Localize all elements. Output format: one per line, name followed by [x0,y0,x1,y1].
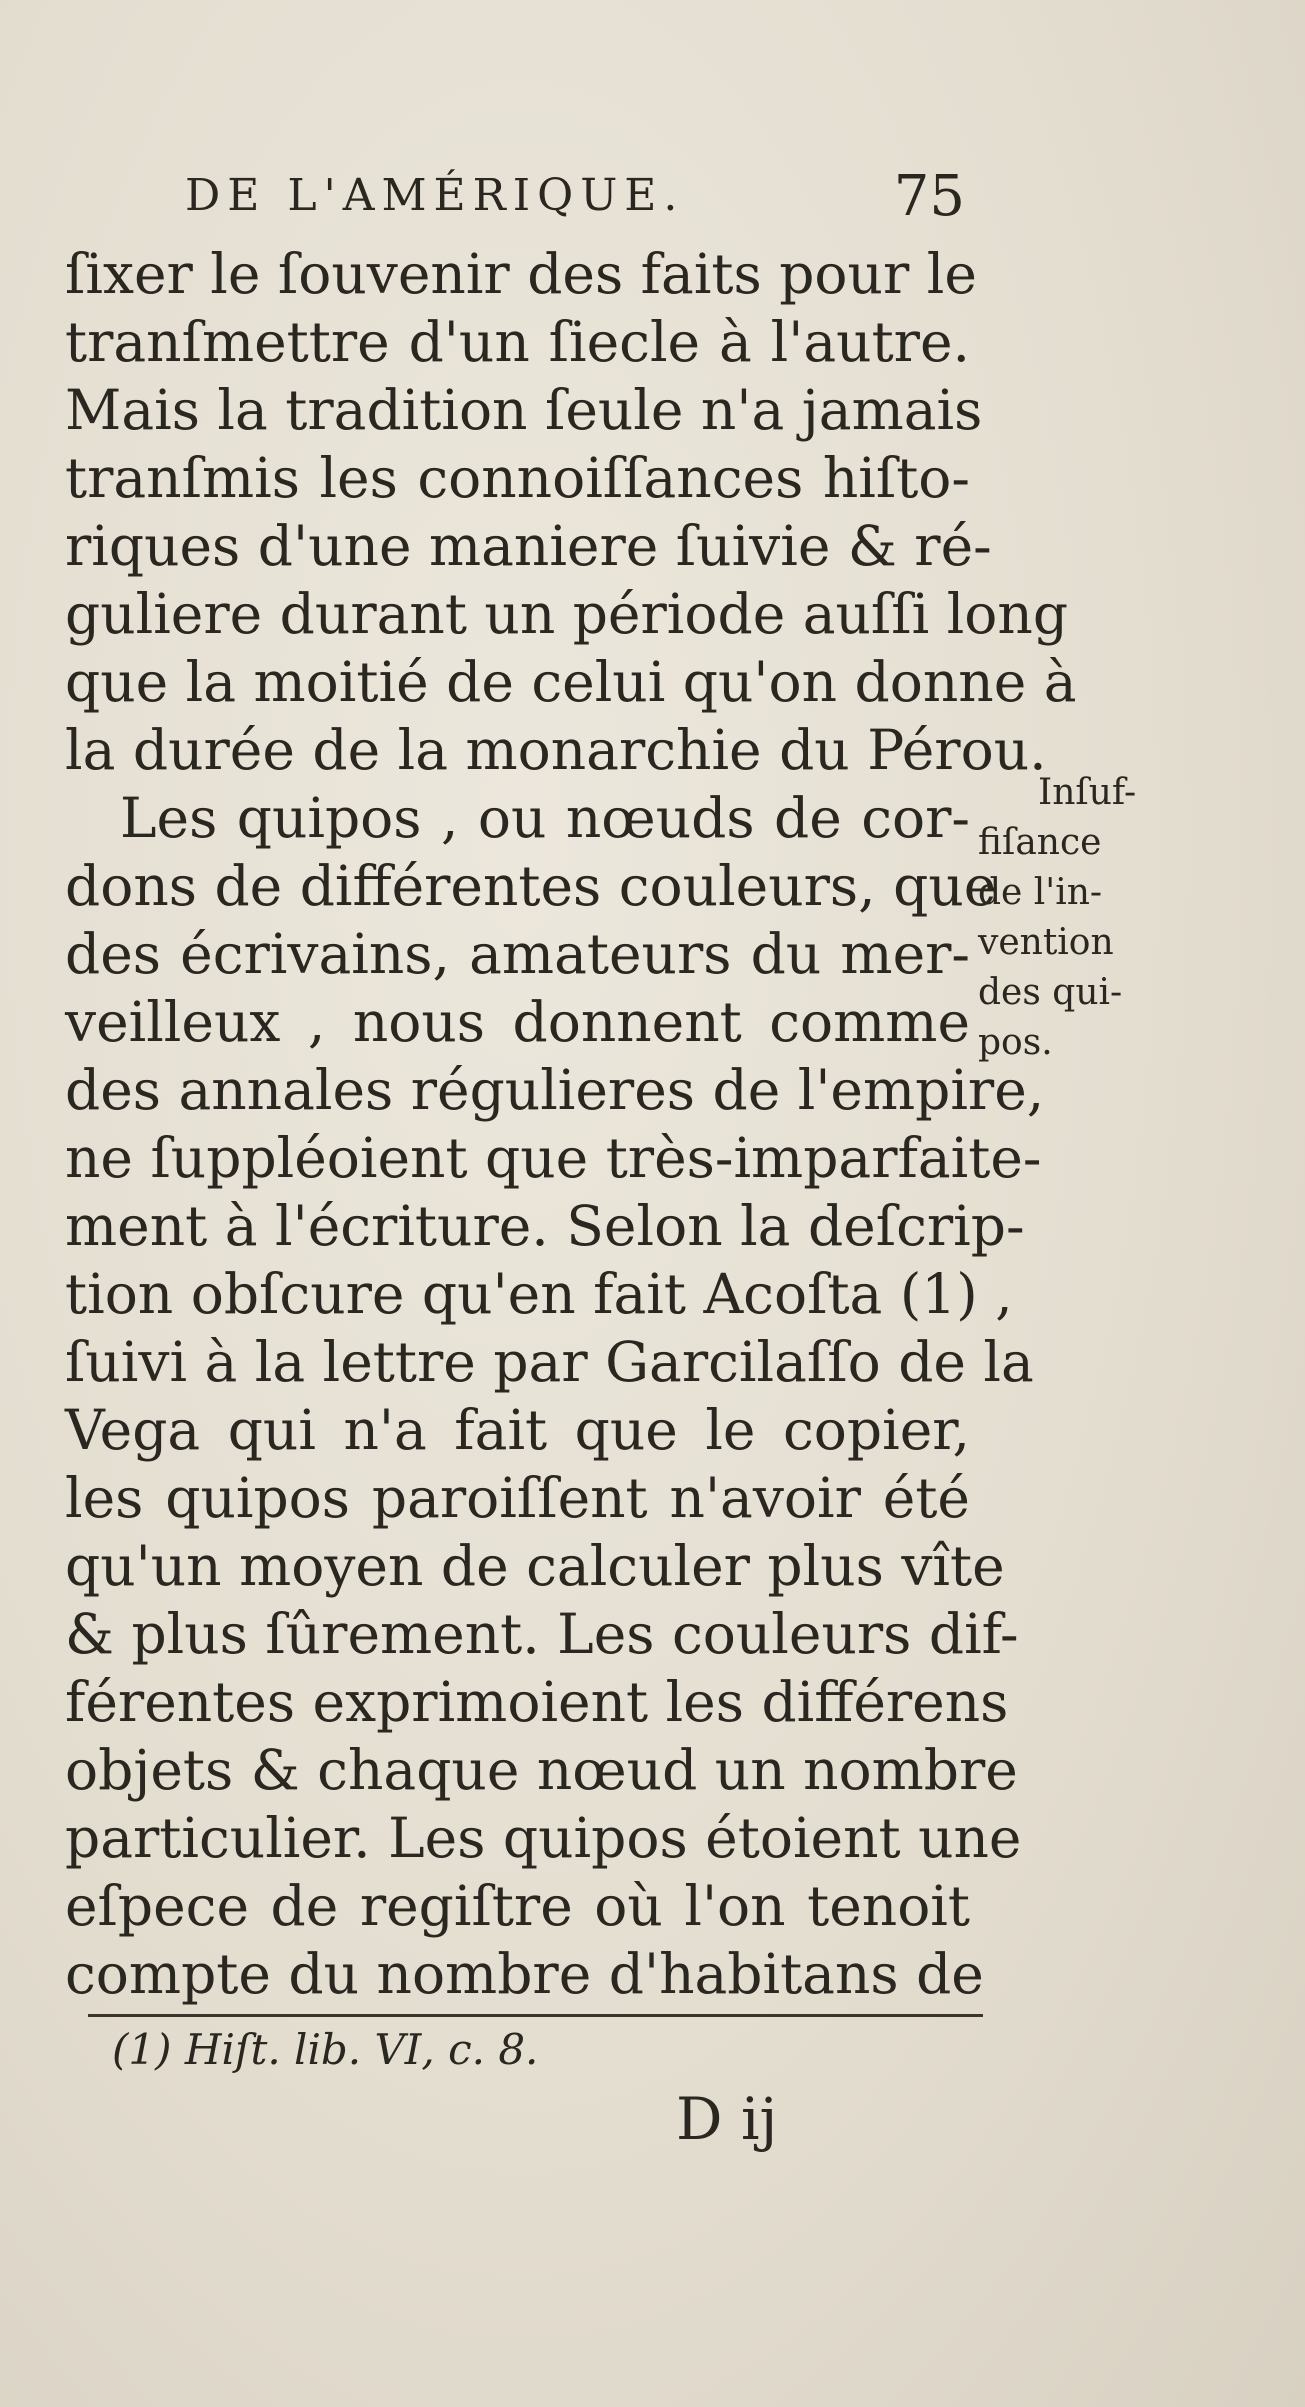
margin-note-line: pos. [978,1022,1053,1063]
margin-note-line: des qui- [978,972,1123,1013]
text-line: objets & chaque nœud un nombre [65,1738,1018,1802]
text-line: eſpece de regiſtre où l'on tenoit [65,1874,970,1938]
text-line: ſixer le ſouvenir des faits pour le [65,242,977,306]
text-line: tranſmis les connoiſſances hiſto- [65,446,970,510]
margin-note-line: Inſuf- [1038,772,1137,813]
footnote-rule [88,2014,983,2017]
margin-note-line: fiſance [978,822,1102,863]
text-line: particulier. Les quipos étoient une [65,1806,1022,1870]
text-line: férentes exprimoient les différens [65,1670,1009,1734]
signature-mark: D ij [676,2085,778,2153]
text-line: compte du nombre d'habitans de [65,1942,984,2006]
text-line: qu'un moyen de calculer plus vîte [65,1534,1005,1598]
text-line: ment à l'écriture. Selon la deſcrip- [65,1194,1025,1258]
text-line: dons de différentes couleurs, que [65,854,997,918]
text-line: Vega qui n'a fait que le copier, [65,1398,970,1462]
page-number: 75 [893,164,965,229]
text-line: Les quipos , ou nœuds de cor- [120,786,970,850]
text-line: des annales régulieres de l'empire, [65,1058,1045,1122]
text-line: veilleux , nous donnent comme [65,990,970,1054]
running-title: DE L'AMÉRIQUE. [185,170,685,221]
text-line: ſuivi à la lettre par Garcilaſſo de la [65,1330,1034,1394]
text-line: riques d'une maniere ſuivie & ré- [65,514,992,578]
margin-note-line: vention [978,922,1114,963]
text-line: la durée de la monarchie du Pérou. [65,718,1047,782]
text-line: ne ſuppléoient que très-imparfaite- [65,1126,1042,1190]
text-line: des écrivains, amateurs du mer- [65,922,970,986]
margin-note-line: de l'in- [978,872,1103,913]
text-line: que la moitié de celui qu'on donne à [65,650,1077,714]
text-line: guliere durant un période auſſi long [65,582,1069,646]
text-line: Mais la tradition ſeule n'a jamais [65,378,983,442]
text-line: tion obſcure qu'en fait Acoſta (1) , [65,1262,1013,1326]
page-header [185,164,965,240]
margin-note [978,768,1178,1068]
footnote: (1) Hiſt. lib. VI, c. 8. [112,2025,539,2074]
text-line: les quipos paroiſſent n'avoir été [65,1466,970,1530]
text-line: tranſmettre d'un ſiecle à l'autre. [65,310,970,374]
text-line: & plus ſûrement. Les couleurs dif- [65,1602,1019,1666]
